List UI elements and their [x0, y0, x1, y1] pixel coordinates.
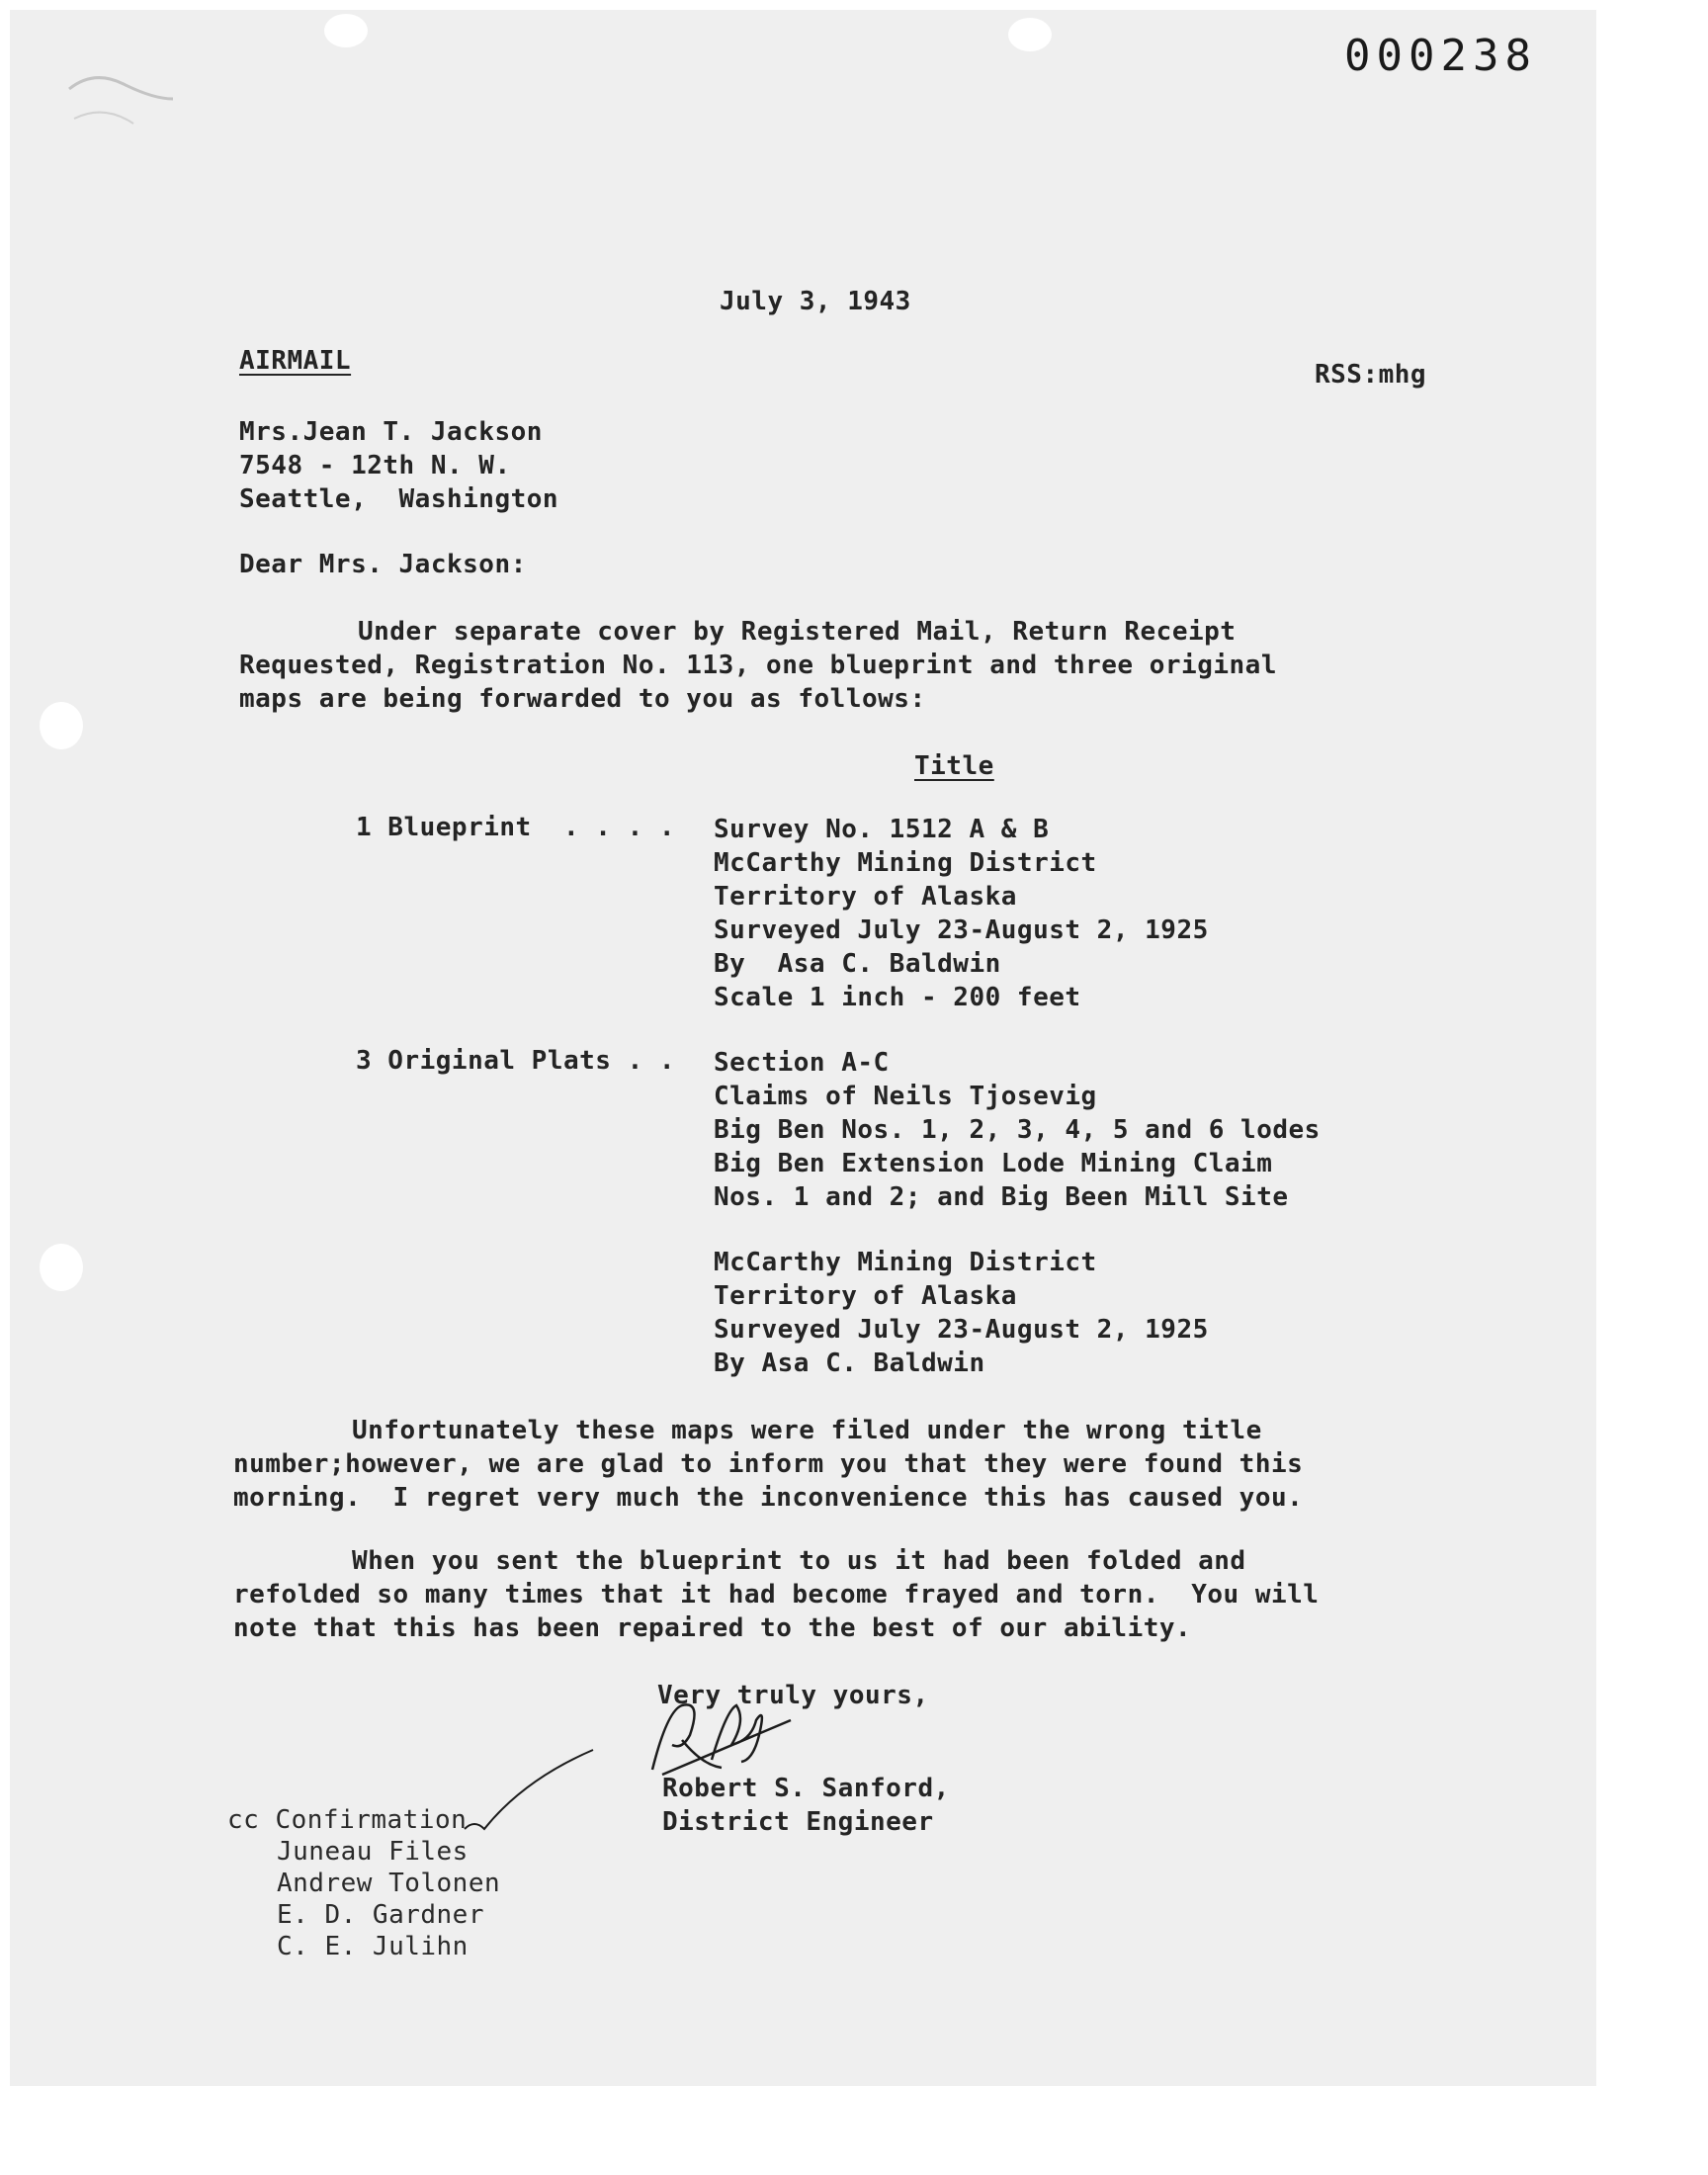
document-number: 000238	[1344, 31, 1537, 81]
intro-line: maps are being forwarded to you as follows:	[239, 684, 926, 714]
paragraph-line: When you sent the blueprint to us it had been folded and	[352, 1546, 1246, 1576]
letter-page	[10, 10, 1596, 2086]
address-line: Mrs.Jean T. Jackson	[239, 417, 543, 447]
letter-date: July 3, 1943	[720, 287, 911, 316]
ink-smudge	[64, 59, 183, 148]
reference-initials: RSS:mhg	[1315, 360, 1427, 390]
item-line: Section A-C	[714, 1048, 890, 1078]
airmail-label: AIRMAIL	[239, 346, 352, 376]
item-line: Big Ben Nos. 1, 2, 3, 4, 5 and 6 lodes	[714, 1115, 1321, 1145]
binder-hole	[324, 14, 368, 47]
item-line: Big Ben Extension Lode Mining Claim	[714, 1149, 1273, 1178]
binder-hole	[1008, 18, 1052, 51]
item-line: Nos. 1 and 2; and Big Been Mill Site	[714, 1182, 1289, 1212]
item-line: Surveyed July 23-August 2, 1925	[714, 915, 1209, 945]
intro-line: Requested, Registration No. 113, one blueprint and three original	[239, 651, 1277, 680]
item-label: 3 Original Plats . .	[356, 1046, 676, 1076]
item-line: Claims of Neils Tjosevig	[714, 1082, 1097, 1111]
scan-margin	[1596, 0, 1708, 2175]
paragraph-line: note that this has been repaired to the best of our ability.	[233, 1613, 1192, 1643]
item-line: By Asa C. Baldwin	[714, 1348, 985, 1378]
paragraph-line: refolded so many times that it had become frayed and torn. You will	[233, 1580, 1320, 1610]
paragraph-line: number;however, we are glad to inform you that they were found this	[233, 1449, 1304, 1479]
address-line: 7548 - 12th N. W.	[239, 451, 511, 480]
item-line: Surveyed July 23-August 2, 1925	[714, 1315, 1209, 1345]
item-line: Territory of Alaska	[714, 1281, 1017, 1311]
item-line: Scale 1 inch - 200 feet	[714, 983, 1081, 1012]
item-line: McCarthy Mining District	[714, 1248, 1097, 1277]
cc-line: Juneau Files	[277, 1837, 469, 1867]
paragraph-line: Unfortunately these maps were filed under the wrong title	[352, 1416, 1262, 1445]
binder-hole	[40, 1244, 83, 1291]
item-line: By Asa C. Baldwin	[714, 949, 1001, 979]
item-line: Territory of Alaska	[714, 882, 1017, 912]
cc-line: cc Confirmation	[227, 1805, 468, 1835]
signer-title: District Engineer	[662, 1807, 934, 1837]
paragraph-line: morning. I regret very much the inconvenience this has caused you.	[233, 1483, 1304, 1513]
address-line: Seattle, Washington	[239, 484, 559, 514]
intro-line: Under separate cover by Registered Mail, Return Receipt	[358, 617, 1237, 647]
item-label: 1 Blueprint . . . .	[356, 813, 676, 842]
binder-hole	[40, 702, 83, 749]
signer-name: Robert S. Sanford,	[662, 1774, 950, 1803]
salutation: Dear Mrs. Jackson:	[239, 550, 527, 579]
cc-line: C. E. Julihn	[277, 1932, 469, 1961]
closing: Very truly yours,	[657, 1681, 929, 1710]
check-mark	[445, 1730, 623, 1849]
cc-line: Andrew Tolonen	[277, 1869, 501, 1898]
cc-line: E. D. Gardner	[277, 1900, 484, 1930]
title-heading: Title	[914, 751, 994, 781]
item-line: Survey No. 1512 A & B	[714, 815, 1050, 844]
item-line: McCarthy Mining District	[714, 848, 1097, 878]
